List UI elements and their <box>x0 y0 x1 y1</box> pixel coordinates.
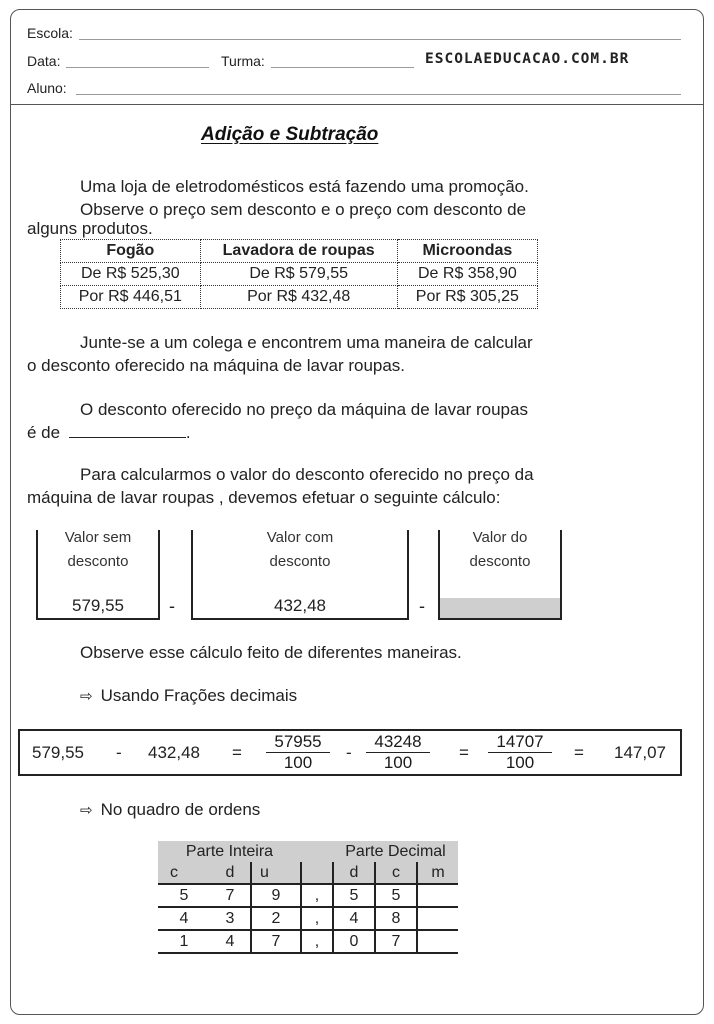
calc-equals: = <box>574 743 584 762</box>
header-divider <box>10 104 704 105</box>
aluno-line <box>76 94 681 95</box>
price-cell: De R$ 525,30 <box>61 263 201 286</box>
task-line-2: o desconto oferecido na máquina de lavar roupas. <box>27 356 406 375</box>
digit-cell: 7 <box>251 930 301 953</box>
digit-cell: 9 <box>251 884 301 907</box>
order-col-header: c <box>375 862 417 884</box>
fraction-denominator: 100 <box>383 753 413 772</box>
site-logo-text: ESCOLAEDUCACAO.COM.BR <box>425 51 630 67</box>
fraction-numerator: 43248 <box>366 732 430 753</box>
comma-cell: , <box>301 907 333 930</box>
digit-cell: 3 <box>210 907 251 930</box>
box-label: Valor com <box>266 529 334 546</box>
answer-suffix: . <box>185 423 191 442</box>
box-label: Valor do <box>472 529 528 546</box>
digit-cell <box>417 884 458 907</box>
digit-cell: 2 <box>251 907 301 930</box>
answer-line-1: O desconto oferecido no preço da máquina de lavar roupas <box>80 400 528 419</box>
int-part-header: Parte Inteira <box>158 841 301 862</box>
fraction-numerator: 14707 <box>488 732 552 753</box>
method-1 <box>80 684 297 708</box>
box-value: 579,55 <box>72 596 124 615</box>
answer-fill-area <box>440 598 560 618</box>
digit-cell: 7 <box>210 884 251 907</box>
data-line <box>66 67 209 68</box>
box-label: desconto <box>269 553 331 570</box>
fraction-2 <box>366 732 430 773</box>
observe-text: Observe esse cálculo feito de diferentes maneiras. <box>80 643 462 662</box>
calc-op: - <box>346 743 352 762</box>
fraction-denominator: 100 <box>283 753 313 772</box>
answer-line-2 <box>27 421 191 444</box>
dec-part-header: Parte Decimal <box>333 841 458 862</box>
calc-equals: = <box>232 743 242 762</box>
digit-cell: 4 <box>210 930 251 953</box>
fraction-denominator: 100 <box>505 753 535 772</box>
turma-line <box>271 67 414 68</box>
comma-cell: , <box>301 884 333 907</box>
digit-cell: 4 <box>158 907 210 930</box>
method-2 <box>80 798 260 822</box>
price-cell: Por R$ 305,25 <box>397 286 537 309</box>
table-row <box>158 930 458 953</box>
turma-label: Turma: <box>221 53 265 69</box>
order-col-header: m <box>417 862 458 884</box>
box-value: 432,48 <box>274 596 326 615</box>
calc-equals: = <box>459 743 469 762</box>
price-header: Lavadora de roupas <box>200 240 397 263</box>
page-title: Adição e Subtração <box>201 124 379 145</box>
order-col-header: c <box>158 862 210 884</box>
box-label: Valor sem <box>64 529 132 546</box>
fraction-3 <box>488 732 552 773</box>
aluno-label: Aluno: <box>27 80 67 96</box>
calc-op: - <box>116 743 122 762</box>
box-label: desconto <box>67 553 129 570</box>
value-box-com-desconto <box>191 530 409 620</box>
answer-prefix: é de <box>27 423 61 442</box>
intro-line-2: Observe o preço sem desconto e o preço com desconto de <box>80 200 527 219</box>
fraction-1 <box>266 732 330 773</box>
minus-sign: - <box>169 596 175 616</box>
arrow-right-icon: ⇨ <box>80 802 93 819</box>
method-2-label: No quadro de ordens <box>100 800 261 819</box>
digit-cell <box>417 907 458 930</box>
price-header: Microondas <box>397 240 537 263</box>
comma-column-header <box>301 841 333 862</box>
price-table <box>60 239 538 309</box>
digit-cell: 5 <box>158 884 210 907</box>
comma-column-cell <box>301 862 333 884</box>
value-box-sem-desconto <box>36 530 160 620</box>
arrow-right-icon: ⇨ <box>80 688 93 705</box>
digit-cell <box>417 930 458 953</box>
calc-result: 147,07 <box>614 743 666 762</box>
price-cell: De R$ 579,55 <box>200 263 397 286</box>
fraction-calc-box <box>18 729 682 776</box>
calc-value-a: 579,55 <box>32 743 84 762</box>
comma-cell: , <box>301 930 333 953</box>
order-col-header: u <box>251 862 301 884</box>
answer-blank[interactable] <box>69 423 186 438</box>
value-box-desconto[interactable] <box>438 530 562 620</box>
price-cell: De R$ 358,90 <box>397 263 537 286</box>
order-col-header: d <box>210 862 251 884</box>
table-row <box>158 907 458 930</box>
table-row <box>158 884 458 907</box>
digit-cell: 5 <box>333 884 375 907</box>
price-cell: Por R$ 446,51 <box>61 286 201 309</box>
escola-line <box>79 39 681 40</box>
data-label: Data: <box>27 53 61 69</box>
order-table <box>158 841 458 954</box>
digit-cell: 1 <box>158 930 210 953</box>
order-col-header: d <box>333 862 375 884</box>
digit-cell: 5 <box>375 884 417 907</box>
intro-line-1: Uma loja de eletrodomésticos está fazendo uma promoção. <box>80 177 529 196</box>
digit-cell: 0 <box>333 930 375 953</box>
digit-cell: 7 <box>375 930 417 953</box>
price-cell: Por R$ 432,48 <box>200 286 397 309</box>
digit-cell: 8 <box>375 907 417 930</box>
task-line-1: Junte-se a um colega e encontrem uma maneira de calcular <box>80 333 533 352</box>
box-label: desconto <box>469 553 531 570</box>
calc-value-b: 432,48 <box>148 743 200 762</box>
digit-cell: 4 <box>333 907 375 930</box>
intro-line-3: alguns produtos. <box>27 219 153 238</box>
fraction-numerator: 57955 <box>266 732 330 753</box>
minus-sign: - <box>419 596 425 616</box>
calc-intro-line-2: máquina de lavar roupas , devemos efetuar o seguinte cálculo: <box>27 488 501 507</box>
method-1-label: Usando Frações decimais <box>100 686 298 705</box>
escola-label: Escola: <box>27 25 73 41</box>
price-header: Fogão <box>61 240 201 263</box>
calc-intro-line-1: Para calcularmos o valor do desconto oferecido no preço da <box>80 465 534 484</box>
